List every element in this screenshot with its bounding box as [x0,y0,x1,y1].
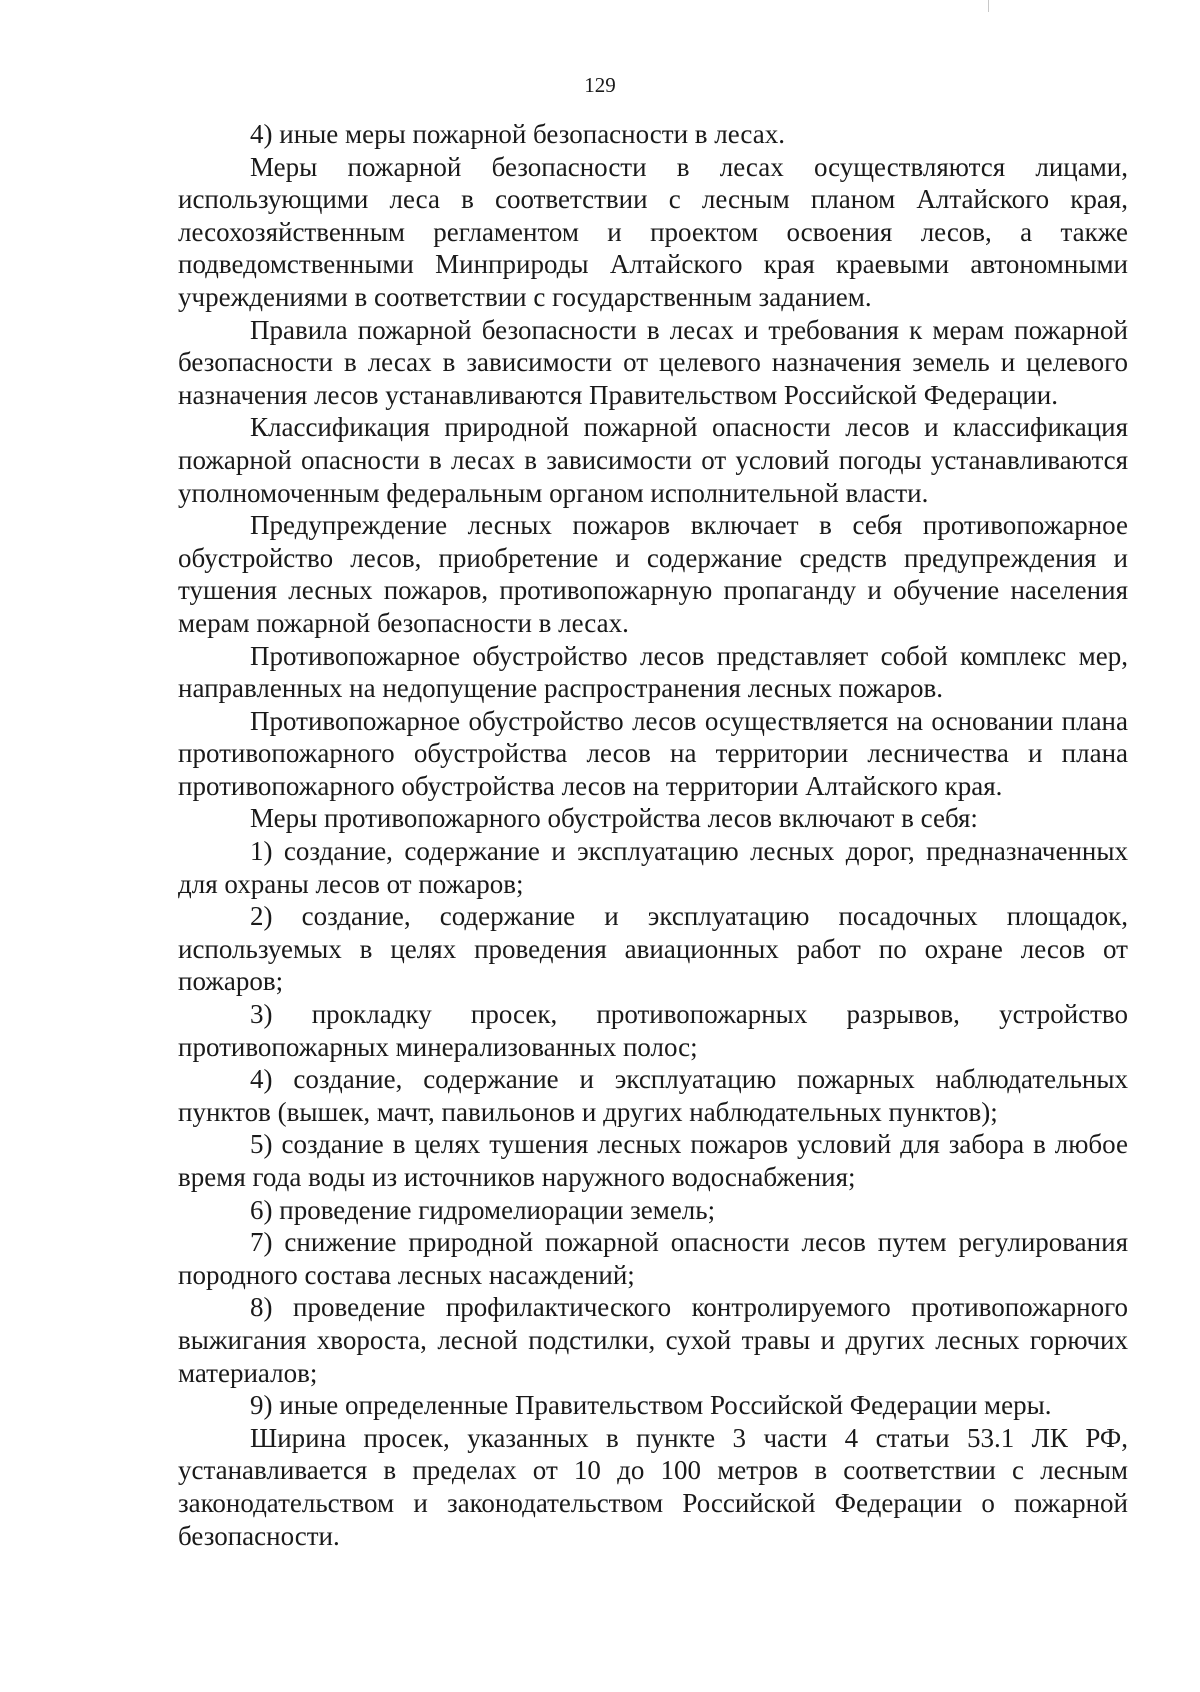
paragraph-measures-intro: Меры противопожарного обустройства лесов включают в себя: [250,803,978,834]
list-item-7-hazard-reduction: 7) снижение природной пожарной опасности лесов путем регулирования породного состава лесных насаждений; [178,1227,1128,1290]
list-item-4-observation-points: 4) создание, содержание и эксплуатацию пожарных наблюдательных пунктов (вышек, мачт, павильонов и других наблюдательных пунктов); [178,1064,1128,1127]
page-number: 129 [584,73,616,97]
paragraph-fire-safety-measures: Меры пожарной безопасности в лесах осуществляются лицами, использующими леса в соответствии с лесным планом Алтайского края, лесохозяйственным регламентом и проектом освоения лесов, а также подведомственными Минприроды Алтайского края краевыми автономными учреждениями в соответствии с государственным заданием. [178,151,1128,312]
paragraph-fire-arrangement-basis: Противопожарное обустройство лесов осуществляется на основании плана противопожарного обустройства лесов на территории лесничества и плана противопожарного обустройства лесов на территории Алтайского края. [178,705,1128,801]
list-item-9-other-measures: 9) иные определенные Правительством Российской Федерации меры. [250,1390,1052,1421]
list-item-8-controlled-burning: 8) проведение профилактического контролируемого противопожарного выжигания хвороста, лесной подстилки, сухой травы и других лесных горючих материалов; [178,1292,1128,1388]
list-item-5-water-supply: 5) создание в целях тушения лесных пожаров условий для забора в любое время года воды из источников наружного водоснабжения; [178,1129,1128,1192]
list-item-3-clearings: 3) прокладку просек, противопожарных разрывов, устройство противопожарных минерализованных полос; [178,999,1128,1062]
list-item-6-hydromelioration: 6) проведение гидромелиорации земель; [250,1194,716,1225]
paragraph-fire-prevention: Предупреждение лесных пожаров включает в себя противопожарное обустройство лесов, приобретение и содержание средств предупреждения и тушения лесных пожаров, противопожарную пропаганду и обучение населения мерам пожарной безопасности в лесах. [178,510,1128,638]
paragraph-fire-hazard-classification: Классификация природной пожарной опасности лесов и классификация пожарной опасности в лесах в зависимости от условий погоды устанавливаются уполномоченным федеральным органом исполнительной власти. [178,412,1128,508]
paragraph-fire-arrangement-definition: Противопожарное обустройство лесов представляет собой комплекс мер, направленных на недопущение распространения лесных пожаров. [178,640,1128,704]
list-item-2-landing-sites: 2) создание, содержание и эксплуатацию посадочных площадок, используемых в целях проведения авиационных работ по охране лесов от пожаров; [178,901,1128,997]
paragraph-fire-safety-rules: Правила пожарной безопасности в лесах и требования к мерам пожарной безопасности в лесах в зависимости от целевого назначения земель и целевого назначения лесов устанавливаются Правительством Российской Федерации. [178,314,1128,410]
list-item-1-roads: 1) создание, содержание и эксплуатацию лесных дорог, предназначенных для охраны лесов от пожаров; [178,836,1128,899]
list-item-4-other-measures: 4) иные меры пожарной безопасности в лесах. [250,119,785,149]
document-body [178,118,1128,1552]
paragraph-clearing-width: Ширина просек, указанных в пункте 3 части 4 статьи 53.1 ЛК РФ, устанавливается в пределах от 10 до 100 метров в соответствии с лесным законодательством и законодательством Российской Федерации о пожарной безопасности. [178,1422,1128,1551]
scan-mark [988,0,989,12]
